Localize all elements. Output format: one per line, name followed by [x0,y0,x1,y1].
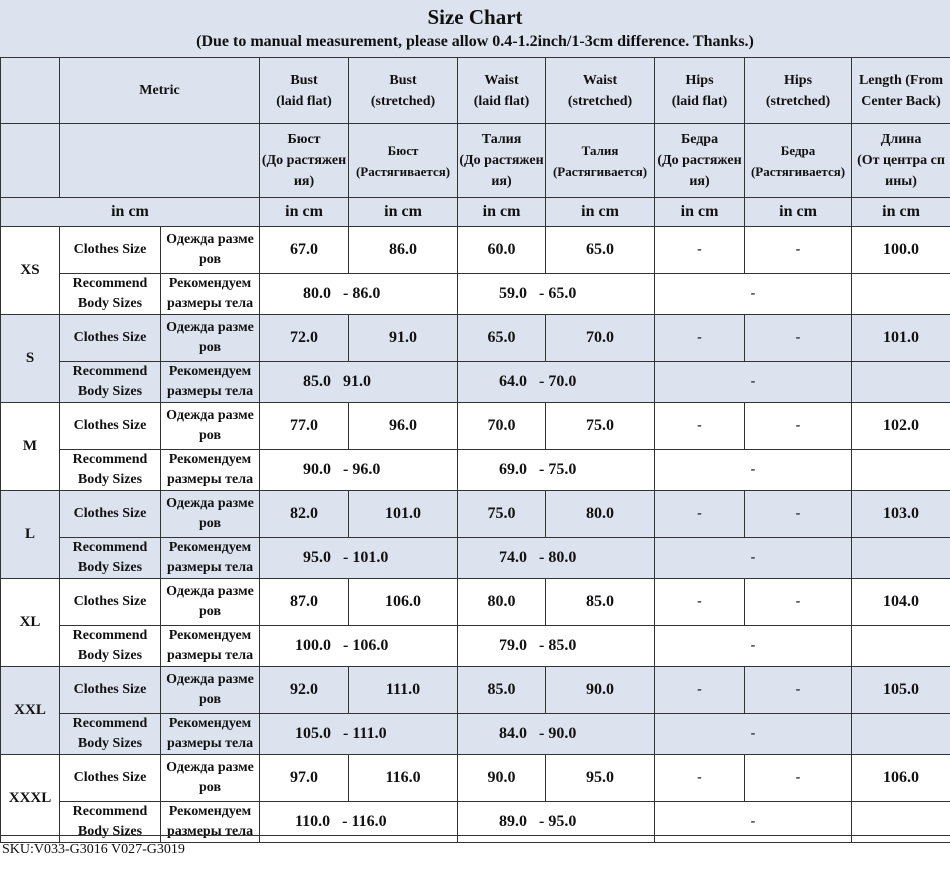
measure-cell: 70.0 [546,315,655,362]
bust-range-cell: 95.0 - 101.0 [260,538,458,579]
recommend-label: Recommend Body Sizes [60,450,161,491]
hips-range-cell: - [655,362,852,403]
waist-flat-header: Waist (laid flat) [458,58,546,124]
waist-range-cell: 64.0 - 70.0 [458,362,655,403]
metric-header: Metric [60,58,260,124]
waist-stretched-header: Waist (stretched) [546,58,655,124]
recommend-label: Recommend Body Sizes [60,538,161,579]
measure-cell: 90.0 [458,755,546,802]
hips-range-cell: - [655,274,852,315]
measure-cell: - [745,403,852,450]
unit-cell: in cm [260,198,349,227]
recommend-label-ru: Рекомендуем размеры тела [161,450,260,491]
hips-range-cell: - [655,714,852,755]
measure-cell: 116.0 [349,755,458,802]
measure-cell: 106.0 [852,755,950,802]
hips-range-cell: - [655,802,852,843]
length-range-cell [852,802,950,843]
measure-cell: 101.0 [852,315,950,362]
table-row [1,274,950,315]
measure-cell: 82.0 [260,491,349,538]
bust-range-cell: 80.0 - 86.0 [260,274,458,315]
measure-cell: 104.0 [852,579,950,626]
recommend-label: Recommend Body Sizes [60,802,161,843]
waist-range-cell: 89.0 - 95.0 [458,802,655,843]
measure-cell: - [745,755,852,802]
size-label: S [1,315,60,403]
measure-cell: - [655,315,745,362]
waist-range-cell: 79.0 - 85.0 [458,626,655,667]
measure-cell: 80.0 [546,491,655,538]
recommend-label-ru: Рекомендуем размеры тела [161,714,260,755]
unit-cell: in cm [745,198,852,227]
recommend-label: Recommend Body Sizes [60,274,161,315]
header-row-en [1,58,950,124]
measure-cell: 106.0 [349,579,458,626]
bust-range-cell: 85.0 91.0 [260,362,458,403]
table-row [1,450,950,491]
measure-cell: 70.0 [458,403,546,450]
size-label: XS [1,227,60,315]
table-row [1,315,950,362]
unit-cell: in cm [546,198,655,227]
measure-cell: 75.0 [546,403,655,450]
measure-cell: - [745,227,852,274]
measure-cell: 97.0 [260,755,349,802]
hips-range-cell: - [655,538,852,579]
clothes-size-label-ru: Одежда разме ров [161,579,260,626]
unit-cell: in cm [852,198,950,227]
hips-range-cell: - [655,450,852,491]
measure-cell: - [745,491,852,538]
recommend-label: Recommend Body Sizes [60,714,161,755]
clothes-size-label-ru: Одежда разме ров [161,491,260,538]
size-label: XXL [1,667,60,755]
table-row [1,714,950,755]
bust-stretched-header: Bust (stretched) [349,58,458,124]
table-row [1,403,950,450]
sku-text: SKU:V033-G3016 V027-G3019 [2,842,185,857]
measure-cell: - [655,755,745,802]
unit-cell: in cm [458,198,546,227]
bust-flat-header-ru: Бюст (До растяжен ия) [260,124,349,198]
measure-cell: 80.0 [458,579,546,626]
table-row [1,538,950,579]
clothes-size-label: Clothes Size [60,667,161,714]
table-row [1,626,950,667]
measure-cell: 111.0 [349,667,458,714]
bust-range-cell: 100.0 - 106.0 [260,626,458,667]
length-range-cell [852,538,950,579]
clothes-size-label: Clothes Size [60,315,161,362]
clothes-size-label-ru: Одежда разме ров [161,667,260,714]
measure-cell: 90.0 [546,667,655,714]
length-range-cell [852,362,950,403]
recommend-label-ru: Рекомендуем размеры тела [161,362,260,403]
waist-stretched-header-ru: Талия (Растягивается) [546,124,655,198]
measure-cell: - [655,491,745,538]
recommend-label-ru: Рекомендуем размеры тела [161,274,260,315]
page-subtitle: (Due to manual measurement, please allow 0.4-1.2inch/1-3cm difference. Thanks.) [196,33,754,50]
measure-cell: 85.0 [458,667,546,714]
hips-stretched-header-ru: Бедра (Растягивается) [745,124,852,198]
waist-range-cell: 74.0 - 80.0 [458,538,655,579]
measure-cell: 85.0 [546,579,655,626]
table-row [1,667,950,714]
bottom-divider [0,835,950,836]
measure-cell: 102.0 [852,403,950,450]
page-title: Size Chart [427,5,523,29]
table-row [1,227,950,274]
table-row [1,362,950,403]
size-label: L [1,491,60,579]
length-range-cell [852,274,950,315]
length-header: Length (From Center Back) [852,58,950,124]
measure-cell: 95.0 [546,755,655,802]
units-row [1,198,950,227]
waist-range-cell: 84.0 - 90.0 [458,714,655,755]
measure-cell: 91.0 [349,315,458,362]
hips-flat-header: Hips (laid flat) [655,58,745,124]
table-row [1,755,950,802]
measure-cell: 103.0 [852,491,950,538]
clothes-size-label-ru: Одежда разме ров [161,315,260,362]
measure-cell: - [655,667,745,714]
size-table [0,57,950,843]
bust-flat-header: Bust (laid flat) [260,58,349,124]
size-label: M [1,403,60,491]
measure-cell: 67.0 [260,227,349,274]
clothes-size-label-ru: Одежда разме ров [161,755,260,802]
bust-range-cell: 90.0 - 96.0 [260,450,458,491]
unit-cell: in cm [349,198,458,227]
clothes-size-label: Clothes Size [60,579,161,626]
recommend-label-ru: Рекомендуем размеры тела [161,626,260,667]
recommend-label: Recommend Body Sizes [60,626,161,667]
hips-range-cell: - [655,626,852,667]
table-row [1,579,950,626]
measure-cell: - [655,579,745,626]
measure-cell: - [745,315,852,362]
measure-cell: - [745,579,852,626]
measure-cell: 65.0 [546,227,655,274]
measure-cell: 105.0 [852,667,950,714]
hips-flat-header-ru: Бедра (До растяжен ия) [655,124,745,198]
measure-cell: - [655,403,745,450]
header-row-ru [1,124,950,198]
measure-cell: 65.0 [458,315,546,362]
clothes-size-label: Clothes Size [60,227,161,274]
units-label: in cm [1,198,260,227]
measure-cell: 101.0 [349,491,458,538]
clothes-size-label: Clothes Size [60,491,161,538]
length-range-cell [852,450,950,491]
measure-cell: 72.0 [260,315,349,362]
waist-flat-header-ru: Талия (До растяжен ия) [458,124,546,198]
recommend-label-ru: Рекомендуем размеры тела [161,538,260,579]
title-box [0,0,950,58]
recommend-label: Recommend Body Sizes [60,362,161,403]
measure-cell: 96.0 [349,403,458,450]
measure-cell: - [655,227,745,274]
recommend-label-ru: Рекомендуем размеры тела [161,802,260,843]
clothes-size-label: Clothes Size [60,755,161,802]
clothes-size-label: Clothes Size [60,403,161,450]
bust-range-cell: 105.0 - 111.0 [260,714,458,755]
size-label: XL [1,579,60,667]
measure-cell: 77.0 [260,403,349,450]
bust-stretched-header-ru: Бюст (Растягивается) [349,124,458,198]
measure-cell: 75.0 [458,491,546,538]
table-row [1,491,950,538]
measure-cell: 60.0 [458,227,546,274]
hips-stretched-header: Hips (stretched) [745,58,852,124]
table-row [1,802,950,843]
bust-range-cell: 110.0 - 116.0 [260,802,458,843]
size-label: XXXL [1,755,60,843]
unit-cell: in cm [655,198,745,227]
measure-cell: 92.0 [260,667,349,714]
length-range-cell [852,714,950,755]
waist-range-cell: 69.0 - 75.0 [458,450,655,491]
length-header-ru: Длина (От центра сп ины) [852,124,950,198]
waist-range-cell: 59.0 - 65.0 [458,274,655,315]
length-range-cell [852,626,950,667]
measure-cell: 87.0 [260,579,349,626]
clothes-size-label-ru: Одежда разме ров [161,403,260,450]
measure-cell: 100.0 [852,227,950,274]
measure-cell: - [745,667,852,714]
clothes-size-label-ru: Одежда разме ров [161,227,260,274]
measure-cell: 86.0 [349,227,458,274]
